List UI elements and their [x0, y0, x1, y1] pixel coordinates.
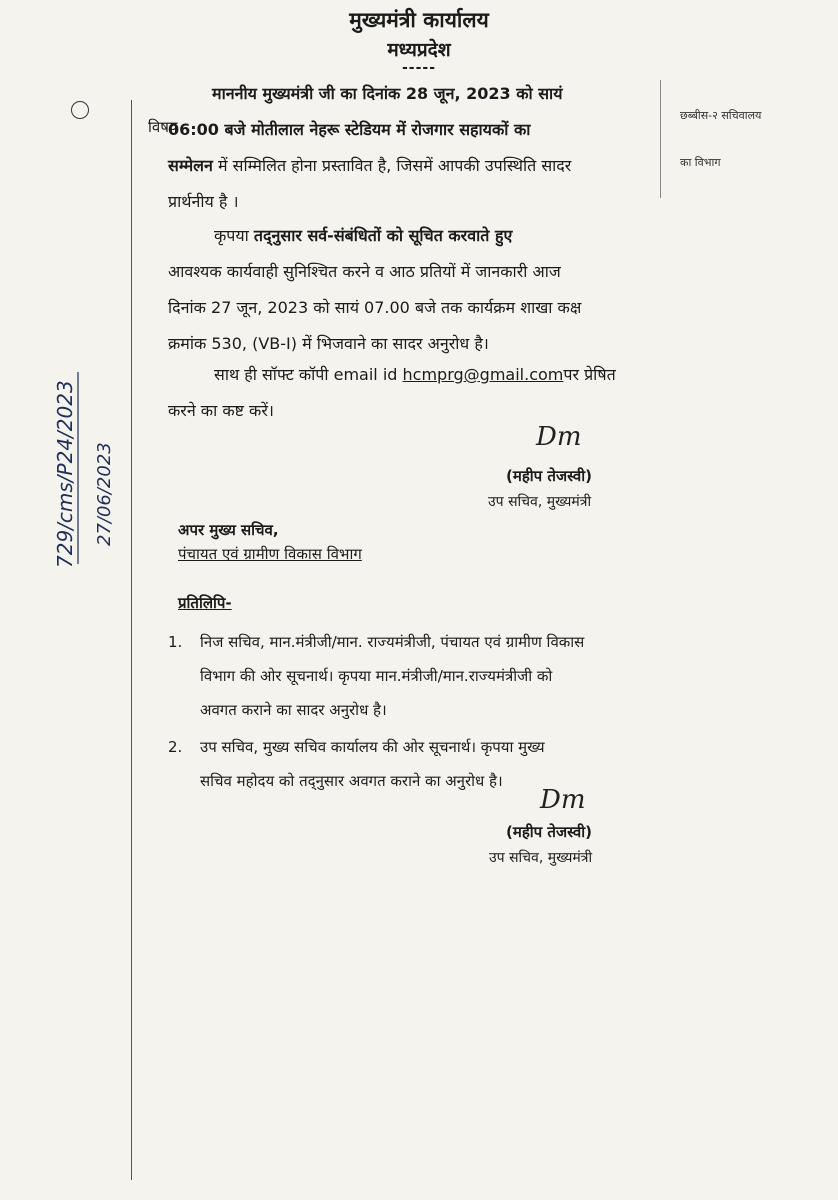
handwritten-ref-number: 729/cms/P24/2023 — [53, 380, 77, 568]
p2-line-2: आवश्यक कार्यवाही सुनिश्चित करने व आठ प्रतियों में जानकारी आज — [168, 262, 561, 281]
copy-to-line: निज सचिव, मान.मंत्रीजी/मान. राज्यमंत्रीजी, पंचायत एवं ग्रामीण विकास — [200, 633, 585, 651]
addressee-title: अपर मुख्य सचिव, — [178, 521, 279, 539]
signatory-name-2: (महीप तेजस्वी) — [506, 823, 593, 841]
p2-line-3: दिनांक 27 जून, 2023 को सायं 07.00 बजे तक कार्यक्रम शाखा कक्ष — [168, 298, 582, 317]
left-margin-line — [131, 100, 132, 1180]
email-link[interactable]: hcmprg@gmail.com — [402, 365, 564, 384]
paragraph-request — [168, 218, 640, 362]
copy-to-item — [168, 625, 640, 727]
p3-line-1-end: पर प्रेषित — [563, 365, 616, 384]
handwritten-inward-number — [38, 368, 128, 568]
paragraph-soft-copy — [168, 357, 640, 429]
copy-to-number: 1. — [168, 633, 183, 651]
p1-line-3 — [168, 148, 640, 184]
signature-mark: Dm — [536, 422, 582, 452]
p3-line-2: करने का कष्ट करें। — [168, 401, 274, 420]
signatory-designation: उप सचिव, मुख्यमंत्री — [488, 494, 592, 510]
subject-label: विषय — [148, 118, 178, 136]
copy-to-line: उप सचिव, मुख्य सचिव कार्यालय की ओर सूचनार्थ। कृपया मुख्य — [200, 738, 545, 756]
paragraph-invitation — [168, 76, 640, 220]
signatory-name: (महीप तेजस्वी) — [506, 467, 593, 485]
signature-mark-2: Dm — [540, 785, 586, 815]
p1-line-4: प्रार्थनीय है । — [168, 192, 239, 211]
p2-line-4: क्रमांक 530, (VB-I) में भिजवाने का सादर अनुरोध है। — [168, 334, 489, 353]
side-note-line-2: का विभाग — [680, 156, 721, 169]
right-margin-line — [660, 80, 661, 198]
p1-line-1: माननीय मुख्यमंत्री जी का दिनांक 28 जून, 2023 को सायं — [212, 84, 563, 103]
addressee-department: पंचायत एवं ग्रामीण विकास विभाग — [178, 545, 362, 563]
state-name: मध्यप्रदेश — [387, 39, 451, 61]
p2-line-1 — [168, 218, 640, 254]
header-divider: ----- — [401, 60, 437, 76]
p1-line-3-bold: सम्मेलन — [168, 156, 213, 175]
handwritten-date: 27/06/2023 — [94, 442, 115, 546]
signatory-designation-2: उप सचिव, मुख्यमंत्री — [489, 850, 593, 866]
p1-line-3-rest: में सम्मिलित होना प्रस्तावित है, जिसमें आपकी उपस्थिति सादर — [212, 156, 572, 175]
punch-hole-icon — [71, 101, 89, 119]
copy-to-number: 2. — [168, 738, 183, 756]
p3-line-1-start: साथ ही सॉफ्ट कॉपी email id — [214, 365, 403, 384]
copy-to-line: विभाग की ओर सूचनार्थ। कृपया मान.मंत्रीजी/मान.राज्यमंत्रीजी को — [200, 667, 553, 685]
copy-to-heading: प्रतिलिपि- — [178, 594, 232, 612]
office-title: मुख्यमंत्री कार्यालय — [349, 8, 489, 32]
side-note-line-1: छब्बीस-२ सचिवालय — [680, 109, 762, 122]
p3-line-1 — [168, 357, 640, 393]
copy-to-line: सचिव महोदय को तद्नुसार अवगत कराने का अनुरोध है। — [200, 772, 503, 790]
p1-line-2: 06:00 बजे मोतीलाल नेहरू स्टेडियम में रोजगार सहायकों का — [168, 120, 531, 139]
p2-line-1-start: कृपया — [214, 226, 254, 245]
p2-line-1-bold: तद्नुसार सर्व-संबंधितों को सूचित करवाते हुए — [253, 226, 513, 245]
copy-to-line: अवगत कराने का सादर अनुरोध है। — [200, 701, 387, 719]
